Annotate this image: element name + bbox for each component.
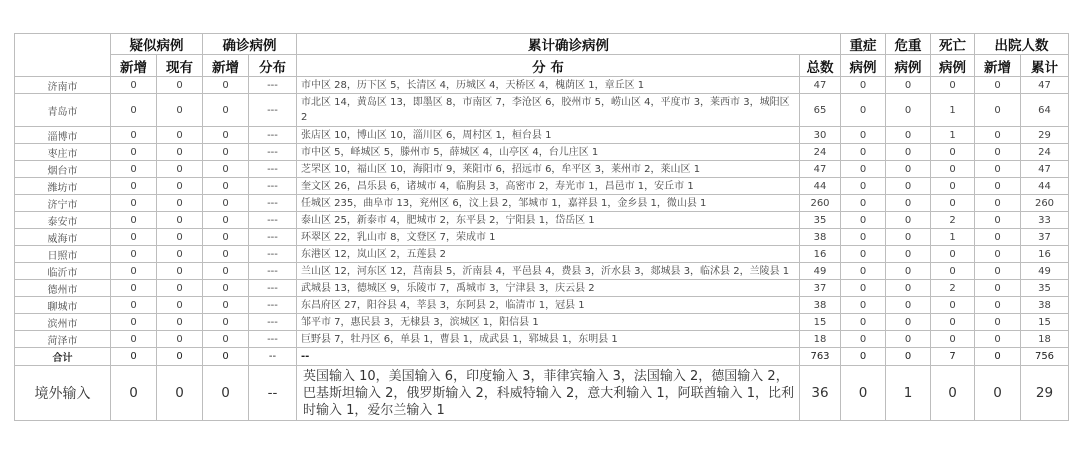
table-row (15, 77, 1069, 94)
suspected-current-cell: 0 (157, 161, 203, 178)
severe-cell: 0 (841, 229, 886, 246)
severe-cell: 0 (841, 297, 886, 314)
discharged-total-cell: 29 (1021, 127, 1069, 144)
suspected-new-cell: 0 (111, 178, 157, 195)
distribution-cell: 邹平市 7，惠民县 3，无棣县 3，滨城区 1，阳信县 1 (297, 314, 800, 331)
total-cell: 260 (800, 195, 841, 212)
subheader-confirmed-new: 新增 (203, 55, 249, 77)
confirmed-new-cell: 0 (203, 348, 249, 366)
suspected-current-cell: 0 (157, 195, 203, 212)
severe-cell: 0 (841, 212, 886, 229)
distribution-cell: 巨野县 7，牡丹区 6，单县 1，曹县 1，成武县 1，郓城县 1，东明县 1 (297, 331, 800, 348)
total-cell: 47 (800, 161, 841, 178)
table-row (15, 212, 1069, 229)
suspected-new-cell: 0 (111, 280, 157, 297)
suspected-new-cell: 0 (111, 77, 157, 94)
city-name-cell: 聊城市 (15, 297, 111, 314)
foreign-import-row (15, 366, 1069, 421)
confirmed-distribution-cell: --- (249, 229, 297, 246)
discharged-total-cell: 37 (1021, 229, 1069, 246)
death-cell: 0 (931, 331, 975, 348)
distribution-cell: 市北区 14，黄岛区 13，即墨区 8，市南区 7，李沧区 6，胶州市 5，崂山区 4，平度市 3，莱西市 3，城阳区 2 (297, 94, 800, 127)
total-cell: 24 (800, 144, 841, 161)
confirmed-new-cell: 0 (203, 366, 249, 421)
discharged-total-cell: 756 (1021, 348, 1069, 366)
subheader-distribution: 分 布 (297, 55, 800, 77)
severe-cell: 0 (841, 246, 886, 263)
discharged-new-cell: 0 (975, 229, 1021, 246)
total-row (15, 348, 1069, 366)
critical-cell: 0 (886, 229, 931, 246)
confirmed-distribution-cell: --- (249, 127, 297, 144)
total-cell: 18 (800, 331, 841, 348)
suspected-new-cell: 0 (111, 161, 157, 178)
death-cell: 0 (931, 178, 975, 195)
city-name-cell: 烟台市 (15, 161, 111, 178)
suspected-new-cell: 0 (111, 195, 157, 212)
covid-case-table (14, 33, 1069, 421)
suspected-current-cell: 0 (157, 77, 203, 94)
discharged-total-cell: 44 (1021, 178, 1069, 195)
distribution-cell: -- (297, 348, 800, 366)
confirmed-new-cell: 0 (203, 263, 249, 280)
city-name-cell: 济南市 (15, 77, 111, 94)
confirmed-new-cell: 0 (203, 314, 249, 331)
discharged-new-cell: 0 (975, 246, 1021, 263)
discharged-new-cell: 0 (975, 263, 1021, 280)
confirmed-distribution-cell: -- (249, 348, 297, 366)
table-row (15, 144, 1069, 161)
suspected-current-cell: 0 (157, 297, 203, 314)
total-cell: 763 (800, 348, 841, 366)
header-critical: 危重 (886, 34, 931, 55)
severe-cell: 0 (841, 263, 886, 280)
critical-cell: 0 (886, 178, 931, 195)
discharged-new-cell: 0 (975, 195, 1021, 212)
city-name-cell: 合计 (15, 348, 111, 366)
discharged-new-cell: 0 (975, 366, 1021, 421)
city-name-cell: 枣庄市 (15, 144, 111, 161)
critical-cell: 0 (886, 263, 931, 280)
distribution-cell: 市中区 28，历下区 5，长清区 4，历城区 4，天桥区 4，槐荫区 1，章丘区 1 (297, 77, 800, 94)
death-cell: 0 (931, 77, 975, 94)
table-row (15, 331, 1069, 348)
subheader-suspected-current: 现有 (157, 55, 203, 77)
subheader-total: 总数 (800, 55, 841, 77)
suspected-new-cell: 0 (111, 144, 157, 161)
header-suspected: 疑似病例 (111, 34, 203, 55)
suspected-new-cell: 0 (111, 366, 157, 421)
confirmed-distribution-cell: --- (249, 195, 297, 212)
confirmed-distribution-cell: --- (249, 263, 297, 280)
confirmed-new-cell: 0 (203, 195, 249, 212)
confirmed-distribution-cell: --- (249, 246, 297, 263)
confirmed-new-cell: 0 (203, 297, 249, 314)
suspected-current-cell: 0 (157, 229, 203, 246)
severe-cell: 0 (841, 348, 886, 366)
critical-cell: 0 (886, 144, 931, 161)
total-cell: 65 (800, 94, 841, 127)
confirmed-distribution-cell: -- (249, 366, 297, 421)
header-discharged: 出院人数 (975, 34, 1069, 55)
discharged-new-cell: 0 (975, 178, 1021, 195)
discharged-total-cell: 15 (1021, 314, 1069, 331)
critical-cell: 0 (886, 77, 931, 94)
critical-cell: 0 (886, 127, 931, 144)
subheader-severe-cases: 病例 (841, 55, 886, 77)
death-cell: 7 (931, 348, 975, 366)
total-cell: 47 (800, 77, 841, 94)
confirmed-distribution-cell: --- (249, 77, 297, 94)
distribution-cell: 兰山区 12，河东区 12，莒南县 5，沂南县 4，平邑县 4，费县 3，沂水县 3，郯城县 3，临沭县 2，兰陵县 1 (297, 263, 800, 280)
total-cell: 15 (800, 314, 841, 331)
table-row (15, 195, 1069, 212)
confirmed-distribution-cell: --- (249, 178, 297, 195)
suspected-new-cell: 0 (111, 94, 157, 127)
confirmed-new-cell: 0 (203, 77, 249, 94)
suspected-current-cell: 0 (157, 178, 203, 195)
death-cell: 0 (931, 161, 975, 178)
distribution-cell: 环翠区 22，乳山市 8，文登区 7，荣成市 1 (297, 229, 800, 246)
total-cell: 44 (800, 178, 841, 195)
subheader-discharged-new: 新增 (975, 55, 1021, 77)
confirmed-new-cell: 0 (203, 144, 249, 161)
subheader-discharged-total: 累计 (1021, 55, 1069, 77)
confirmed-distribution-cell: --- (249, 331, 297, 348)
header-cumulative: 累计确诊病例 (297, 34, 841, 55)
distribution-cell: 泰山区 25，新泰市 4，肥城市 2，东平县 2，宁阳县 1，岱岳区 1 (297, 212, 800, 229)
critical-cell: 0 (886, 212, 931, 229)
header-death: 死亡 (931, 34, 975, 55)
table-row (15, 229, 1069, 246)
city-name-cell: 威海市 (15, 229, 111, 246)
distribution-cell: 东港区 12，岚山区 2，五莲县 2 (297, 246, 800, 263)
critical-cell: 0 (886, 331, 931, 348)
suspected-current-cell: 0 (157, 366, 203, 421)
confirmed-distribution-cell: --- (249, 144, 297, 161)
discharged-new-cell: 0 (975, 348, 1021, 366)
distribution-cell: 张店区 10，博山区 10，淄川区 6，周村区 1，桓台县 1 (297, 127, 800, 144)
death-cell: 2 (931, 280, 975, 297)
suspected-new-cell: 0 (111, 297, 157, 314)
table-row (15, 314, 1069, 331)
distribution-cell: 英国输入 10，美国输入 6，印度输入 3，菲律宾输入 3，法国输入 2，德国输入 2，巴基斯坦输入 2，俄罗斯输入 2，科威特输入 2，意大利输入 1，阿联酋输入 1，比利时输入 1，爱尔兰输入 1 (297, 366, 800, 421)
total-cell: 37 (800, 280, 841, 297)
table-row (15, 280, 1069, 297)
discharged-total-cell: 18 (1021, 331, 1069, 348)
suspected-current-cell: 0 (157, 314, 203, 331)
suspected-current-cell: 0 (157, 246, 203, 263)
city-name-cell: 潍坊市 (15, 178, 111, 195)
table-row (15, 127, 1069, 144)
city-name-cell: 德州市 (15, 280, 111, 297)
subheader-confirmed-distribution: 分布 (249, 55, 297, 77)
subheader-critical-cases: 病例 (886, 55, 931, 77)
discharged-new-cell: 0 (975, 331, 1021, 348)
death-cell: 0 (931, 263, 975, 280)
city-name-cell: 菏泽市 (15, 331, 111, 348)
city-name-cell: 济宁市 (15, 195, 111, 212)
severe-cell: 0 (841, 77, 886, 94)
critical-cell: 0 (886, 314, 931, 331)
critical-cell: 0 (886, 94, 931, 127)
confirmed-distribution-cell: --- (249, 280, 297, 297)
severe-cell: 0 (841, 161, 886, 178)
city-name-cell: 境外输入 (15, 366, 111, 421)
confirmed-new-cell: 0 (203, 280, 249, 297)
suspected-new-cell: 0 (111, 212, 157, 229)
discharged-total-cell: 64 (1021, 94, 1069, 127)
severe-cell: 0 (841, 195, 886, 212)
discharged-total-cell: 38 (1021, 297, 1069, 314)
severe-cell: 0 (841, 280, 886, 297)
confirmed-distribution-cell: --- (249, 161, 297, 178)
confirmed-new-cell: 0 (203, 246, 249, 263)
confirmed-distribution-cell: --- (249, 212, 297, 229)
total-cell: 36 (800, 366, 841, 421)
suspected-current-cell: 0 (157, 263, 203, 280)
confirmed-distribution-cell: --- (249, 297, 297, 314)
discharged-total-cell: 33 (1021, 212, 1069, 229)
discharged-new-cell: 0 (975, 212, 1021, 229)
confirmed-new-cell: 0 (203, 229, 249, 246)
critical-cell: 0 (886, 280, 931, 297)
discharged-total-cell: 260 (1021, 195, 1069, 212)
city-name-cell: 临沂市 (15, 263, 111, 280)
city-name-cell: 青岛市 (15, 94, 111, 127)
total-cell: 38 (800, 297, 841, 314)
discharged-new-cell: 0 (975, 161, 1021, 178)
suspected-new-cell: 0 (111, 127, 157, 144)
distribution-cell: 东昌府区 27，阳谷县 4，莘县 3，东阿县 2，临清市 1，冠县 1 (297, 297, 800, 314)
city-name-cell: 滨州市 (15, 314, 111, 331)
discharged-total-cell: 47 (1021, 77, 1069, 94)
suspected-current-cell: 0 (157, 280, 203, 297)
discharged-total-cell: 47 (1021, 161, 1069, 178)
confirmed-new-cell: 0 (203, 94, 249, 127)
table-row (15, 246, 1069, 263)
distribution-cell: 芝罘区 10，福山区 10，海阳市 9，莱阳市 6，招远市 6，牟平区 3，莱州市 2，莱山区 1 (297, 161, 800, 178)
discharged-total-cell: 24 (1021, 144, 1069, 161)
severe-cell: 0 (841, 178, 886, 195)
total-cell: 35 (800, 212, 841, 229)
suspected-new-cell: 0 (111, 314, 157, 331)
discharged-new-cell: 0 (975, 94, 1021, 127)
suspected-new-cell: 0 (111, 229, 157, 246)
discharged-new-cell: 0 (975, 144, 1021, 161)
confirmed-new-cell: 0 (203, 161, 249, 178)
discharged-total-cell: 29 (1021, 366, 1069, 421)
corner-cell (15, 34, 111, 77)
distribution-cell: 任城区 235，曲阜市 13，兖州区 6，汶上县 2，邹城市 1，嘉祥县 1，金乡县 1，微山县 1 (297, 195, 800, 212)
critical-cell: 0 (886, 195, 931, 212)
death-cell: 0 (931, 195, 975, 212)
suspected-current-cell: 0 (157, 144, 203, 161)
death-cell: 0 (931, 297, 975, 314)
death-cell: 0 (931, 246, 975, 263)
subheader-death-cases: 病例 (931, 55, 975, 77)
total-cell: 49 (800, 263, 841, 280)
total-cell: 16 (800, 246, 841, 263)
city-name-cell: 泰安市 (15, 212, 111, 229)
discharged-total-cell: 35 (1021, 280, 1069, 297)
severe-cell: 0 (841, 366, 886, 421)
city-name-cell: 日照市 (15, 246, 111, 263)
suspected-current-cell: 0 (157, 331, 203, 348)
suspected-current-cell: 0 (157, 127, 203, 144)
confirmed-new-cell: 0 (203, 178, 249, 195)
suspected-current-cell: 0 (157, 94, 203, 127)
suspected-current-cell: 0 (157, 212, 203, 229)
total-cell: 38 (800, 229, 841, 246)
discharged-total-cell: 49 (1021, 263, 1069, 280)
discharged-new-cell: 0 (975, 314, 1021, 331)
critical-cell: 1 (886, 366, 931, 421)
confirmed-new-cell: 0 (203, 127, 249, 144)
discharged-new-cell: 0 (975, 297, 1021, 314)
death-cell: 1 (931, 94, 975, 127)
suspected-new-cell: 0 (111, 263, 157, 280)
severe-cell: 0 (841, 127, 886, 144)
table-row (15, 297, 1069, 314)
table-row (15, 263, 1069, 280)
distribution-cell: 武城县 13，德城区 9，乐陵市 7，禹城市 3，宁津县 3，庆云县 2 (297, 280, 800, 297)
severe-cell: 0 (841, 314, 886, 331)
critical-cell: 0 (886, 161, 931, 178)
critical-cell: 0 (886, 246, 931, 263)
suspected-current-cell: 0 (157, 348, 203, 366)
death-cell: 0 (931, 144, 975, 161)
confirmed-new-cell: 0 (203, 331, 249, 348)
confirmed-new-cell: 0 (203, 212, 249, 229)
death-cell: 0 (931, 366, 975, 421)
total-cell: 30 (800, 127, 841, 144)
discharged-total-cell: 16 (1021, 246, 1069, 263)
death-cell: 1 (931, 127, 975, 144)
header-severe: 重症 (841, 34, 886, 55)
discharged-new-cell: 0 (975, 127, 1021, 144)
table-row (15, 161, 1069, 178)
discharged-new-cell: 0 (975, 77, 1021, 94)
confirmed-distribution-cell: --- (249, 314, 297, 331)
suspected-new-cell: 0 (111, 246, 157, 263)
distribution-cell: 奎文区 26，昌乐县 6，诸城市 4，临朐县 3，高密市 2，寿光市 1，昌邑市 1，安丘市 1 (297, 178, 800, 195)
death-cell: 0 (931, 314, 975, 331)
table-row (15, 178, 1069, 195)
critical-cell: 0 (886, 348, 931, 366)
death-cell: 1 (931, 229, 975, 246)
severe-cell: 0 (841, 144, 886, 161)
confirmed-distribution-cell: --- (249, 94, 297, 127)
death-cell: 2 (931, 212, 975, 229)
severe-cell: 0 (841, 331, 886, 348)
suspected-new-cell: 0 (111, 331, 157, 348)
header-confirmed: 确诊病例 (203, 34, 297, 55)
city-name-cell: 淄博市 (15, 127, 111, 144)
critical-cell: 0 (886, 297, 931, 314)
severe-cell: 0 (841, 94, 886, 127)
discharged-new-cell: 0 (975, 280, 1021, 297)
table-row (15, 94, 1069, 127)
suspected-new-cell: 0 (111, 348, 157, 366)
subheader-suspected-new: 新增 (111, 55, 157, 77)
distribution-cell: 市中区 5，峄城区 5，滕州市 5，薛城区 4，山亭区 4，台儿庄区 1 (297, 144, 800, 161)
